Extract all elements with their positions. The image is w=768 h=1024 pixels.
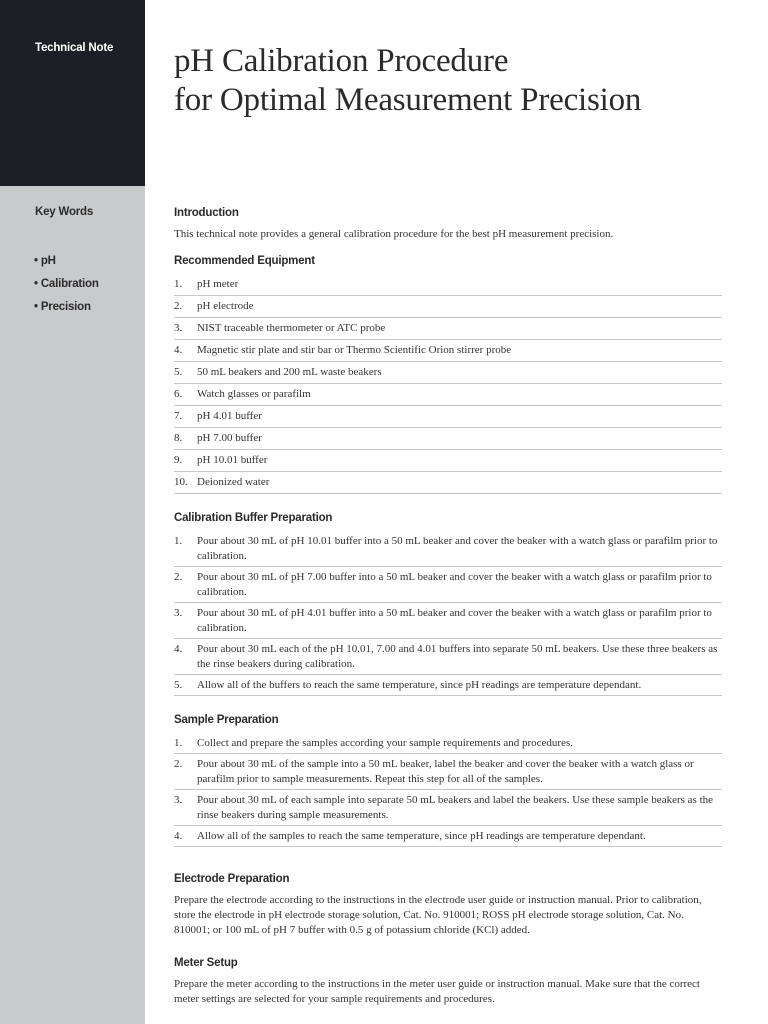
item-text: Watch glasses or parafilm (197, 388, 311, 400)
list-item (174, 274, 722, 296)
item-number: 4. (174, 344, 183, 356)
item-number: 8. (174, 432, 183, 444)
list-item (174, 603, 722, 639)
item-text: Pour about 30 mL each of the pH 10.01, 7.00 and 4.01 buffers into separate 50 mL beakers. Use these three beakers as the rinse beakers during calibration. (197, 643, 718, 670)
item-number: 2. (174, 571, 183, 583)
title-line-1: pH Calibration Procedure (174, 43, 509, 79)
item-text: NIST traceable thermometer or ATC probe (197, 322, 386, 334)
item-number: 7. (174, 410, 183, 422)
electrode-heading: Electrode Preparation (174, 873, 290, 885)
list-item (174, 318, 722, 340)
keywords-list (34, 252, 99, 321)
item-number: 10. (174, 476, 188, 488)
item-number: 3. (174, 607, 183, 619)
item-number: 6. (174, 388, 183, 400)
keyword-item: • pH (34, 255, 56, 267)
keyword-item: • Precision (34, 301, 91, 313)
item-text: Collect and prepare the samples according your sample requirements and procedures. (197, 737, 573, 749)
list-item (174, 428, 722, 450)
keywords-title: Key Words (35, 206, 94, 218)
sample-section (174, 712, 722, 847)
list-item (174, 362, 722, 384)
list-item (174, 384, 722, 406)
item-text: Magnetic stir plate and stir bar or Thermo Scientific Orion stirrer probe (197, 344, 512, 356)
item-text: pH 7.00 buffer (197, 432, 262, 444)
item-text: Pour about 30 mL of pH 10.01 buffer into a 50 mL beaker and cover the beaker with a watch glass or parafilm prior to calibration. (197, 535, 718, 562)
list-item (174, 675, 722, 696)
list-item (174, 567, 722, 603)
meter-section (174, 955, 722, 1007)
item-number: 4. (174, 643, 183, 655)
sidebar-header-block (0, 0, 145, 186)
item-text: pH 10.01 buffer (197, 454, 268, 466)
list-item (174, 790, 722, 826)
item-number: 3. (174, 794, 183, 806)
item-text: Pour about 30 mL of pH 4.01 buffer into a 50 mL beaker and cover the beaker with a watch glass or parafilm prior to calibration. (197, 607, 712, 634)
keyword-item: • Calibration (34, 278, 99, 290)
equipment-section (174, 253, 722, 494)
electrode-section (174, 871, 722, 938)
list-item (174, 296, 722, 318)
item-number: 5. (174, 366, 183, 378)
item-text: Pour about 30 mL of pH 7.00 buffer into a 50 mL beaker and cover the beaker with a watch glass or parafilm prior to calibration. (197, 571, 712, 598)
electrode-text: Prepare the electrode according to the instructions in the electrode user guide or instruction manual. Prior to calibration, store the electrode in pH electrode storage solution, Cat. No. 910001; ROSS pH electrode storage solution, Cat. No. 810001; or 100 mL of pH 7 buffer with 0.5 g of potassium chloride (KCl) added. (174, 894, 702, 936)
item-number: 2. (174, 300, 183, 312)
list-item (174, 450, 722, 472)
meter-text: Prepare the meter according to the instructions in the meter user guide or instruction manual. Make sure that the correct meter settings are selected for your sample requirements and procedures. (174, 978, 700, 1005)
doc-type-label: Technical Note (35, 42, 114, 54)
item-number: 1. (174, 737, 183, 749)
meter-heading: Meter Setup (174, 957, 238, 969)
item-text: Pour about 30 mL of each sample into separate 50 mL beakers and label the beakers. Use these sample beakers as the rinse beakers during sample measurements. (197, 794, 714, 821)
sample-heading: Sample Preparation (174, 714, 279, 726)
list-item (174, 826, 722, 847)
list-item (174, 406, 722, 428)
item-text: pH electrode (197, 300, 254, 312)
item-text: Allow all of the buffers to reach the same temperature, since pH readings are temperature dependant. (197, 679, 642, 691)
item-number: 2. (174, 758, 183, 770)
item-number: 1. (174, 278, 183, 290)
introduction-section (174, 205, 722, 242)
calibration-heading: Calibration Buffer Preparation (174, 512, 333, 524)
list-item (174, 340, 722, 362)
item-number: 3. (174, 322, 183, 334)
title-line-2: for Optimal Measurement Precision (174, 82, 642, 118)
item-text: Pour about 30 mL of the sample into a 50 mL beaker, label the beaker and cover the beaker with a watch glass or parafilm prior to sample measurements. Repeat this step for all of the samples. (197, 758, 694, 785)
item-number: 5. (174, 679, 183, 691)
introduction-heading: Introduction (174, 207, 239, 219)
item-text: pH meter (197, 278, 239, 290)
item-text: pH 4.01 buffer (197, 410, 262, 422)
item-number: 9. (174, 454, 183, 466)
list-item (174, 733, 722, 754)
list-item (174, 472, 722, 494)
list-item (174, 754, 722, 790)
calibration-section (174, 510, 722, 696)
item-text: Allow all of the samples to reach the same temperature, since pH readings are temperature dependant. (197, 830, 646, 842)
introduction-text: This technical note provides a general calibration procedure for the best pH measurement precision. (174, 228, 614, 240)
equipment-list (174, 274, 722, 494)
calibration-list (174, 531, 722, 696)
equipment-heading: Recommended Equipment (174, 255, 315, 267)
list-item (174, 639, 722, 675)
item-number: 1. (174, 535, 183, 547)
item-text: Deionized water (197, 476, 270, 488)
list-item (174, 531, 722, 567)
item-text: 50 mL beakers and 200 mL waste beakers (197, 366, 382, 378)
sample-list (174, 733, 722, 847)
page-title (174, 42, 641, 120)
main-content (174, 205, 722, 1007)
item-number: 4. (174, 830, 183, 842)
